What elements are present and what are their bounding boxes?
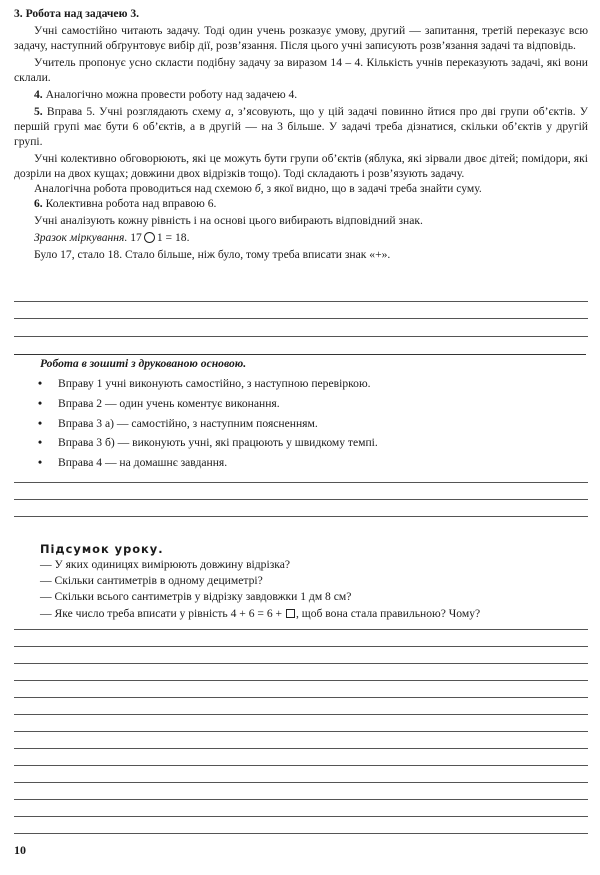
writing-line <box>14 833 588 834</box>
list-item: • Вправа 3 б) — виконують учні, які працюють у швидкому темпі. <box>58 435 378 450</box>
writing-line <box>14 482 588 483</box>
summary-question: — Скільки всього сантиметрів у відрізку завдовжки 1 дм 8 см? <box>40 590 352 603</box>
step-4-paragraph <box>14 87 588 102</box>
workbook-title: Робота в зошиті з друкованою основою. <box>40 357 247 370</box>
list-item: • Вправа 4 — на домашнє завдання. <box>58 455 227 470</box>
summary-question: — У яких одиницях вимірюють довжину відрізка? <box>40 558 291 571</box>
question-post: , щоб вона стала правильною? Чому? <box>295 607 481 620</box>
schema-a-label: а <box>225 105 231 118</box>
step-6-number: 6. <box>34 197 43 210</box>
step-4-number: 4. <box>34 88 43 101</box>
workbook-section <box>14 354 586 469</box>
step-5-text: Вправа 5. Учні розглядають схему <box>42 105 226 118</box>
writing-line <box>14 680 588 681</box>
writing-line <box>14 816 588 817</box>
analysis-paragraph: Учні аналізують кожну рівність і на основі цього вибирають відповідний знак. <box>34 214 423 227</box>
schema-b-post: , з якої видно, що в задачі треба знайти суму. <box>260 182 482 195</box>
page-number: 10 <box>14 843 26 857</box>
list-item: • Вправа 3 а) — самостійно, з наступним поясненням. <box>58 416 318 431</box>
writing-line <box>14 782 588 783</box>
writing-line <box>14 663 588 664</box>
sample-right: 1 = 18. <box>156 231 190 244</box>
writing-line <box>14 318 588 319</box>
summary-question: — Скільки сантиметрів в одному дециметрі? <box>40 574 263 587</box>
step-3-paragraph: Учні самостійно читають задачу. Тоді один учень розказує умову, другий — запитання, третій переказує всю задачу, наступний обґрунтовує вибір дії, розв’язання. Після цього учні записують розв’язання задачі та відповідь. <box>14 24 588 52</box>
sample-left: 17 <box>127 231 142 244</box>
writing-line <box>14 714 588 715</box>
step-4-text: Аналогічно можна провести роботу над задачею 4. <box>42 88 298 101</box>
summary-question-last <box>40 606 480 621</box>
schema-b-paragraph <box>14 181 588 196</box>
step-3-heading-text: 3. Робота над задачею 3. <box>14 7 140 20</box>
writing-line <box>14 301 588 302</box>
writing-line <box>14 748 588 749</box>
sample-reasoning <box>14 230 588 245</box>
step-6-paragraph <box>14 196 588 211</box>
writing-line <box>14 646 588 647</box>
schema-b-label: б <box>254 182 261 195</box>
step-5-paragraph <box>14 104 588 149</box>
writing-line <box>14 336 588 337</box>
schema-b-pre: Аналогічна робота проводиться над схемою <box>34 182 255 195</box>
step-3-heading <box>14 6 588 21</box>
step-5-tail: , з’ясовують, що у цій задачі повинно йтися про дві групи об’єктів. У першій групі має бути 6 об’єктів, а в другій — на 3 більше. У задачі треба дізнатися, скільки об’єктів у другій групі. <box>14 105 589 148</box>
sample-label: Зразок міркування. <box>34 231 128 244</box>
empty-square-icon <box>286 609 295 618</box>
writing-line <box>14 799 588 800</box>
empty-circle-icon <box>144 232 155 243</box>
lesson-steps <box>14 6 588 262</box>
discussion-paragraph: Учні колективно обговорюють, які це можуть бути групи об’єктів (яблука, які зірвали двоє дітей; помідори, які дозріли на двох кущах; довжини двох відрізків тощо). Тоді складають і розв’язують задачу. <box>14 152 588 180</box>
list-item: • Вправа 2 — один учень коментує виконання. <box>58 396 280 411</box>
writing-line <box>14 697 588 698</box>
question-pre: — Яке число треба вписати у рівність 4 + 6 = 6 + <box>40 607 285 620</box>
writing-line <box>14 629 588 630</box>
list-item: • Вправу 1 учні виконують самостійно, з наступною перевіркою. <box>58 376 371 391</box>
writing-line <box>14 516 588 517</box>
teacher-paragraph: Учитель пропонує усно скласти подібну задачу за виразом 14 – 4. Кількість учнів переказують задачі, які вони склали. <box>14 56 588 84</box>
step-6-text: Колективна робота над вправою 6. <box>42 197 217 210</box>
writing-line <box>14 765 588 766</box>
writing-line <box>14 499 588 500</box>
step-5-number: 5. <box>34 105 43 118</box>
conclusion-paragraph: Було 17, стало 18. Стало більше, ніж було, тому треба вписати знак «+». <box>34 248 391 261</box>
summary-title: Підсумок уроку. <box>40 542 164 556</box>
writing-line <box>14 731 588 732</box>
